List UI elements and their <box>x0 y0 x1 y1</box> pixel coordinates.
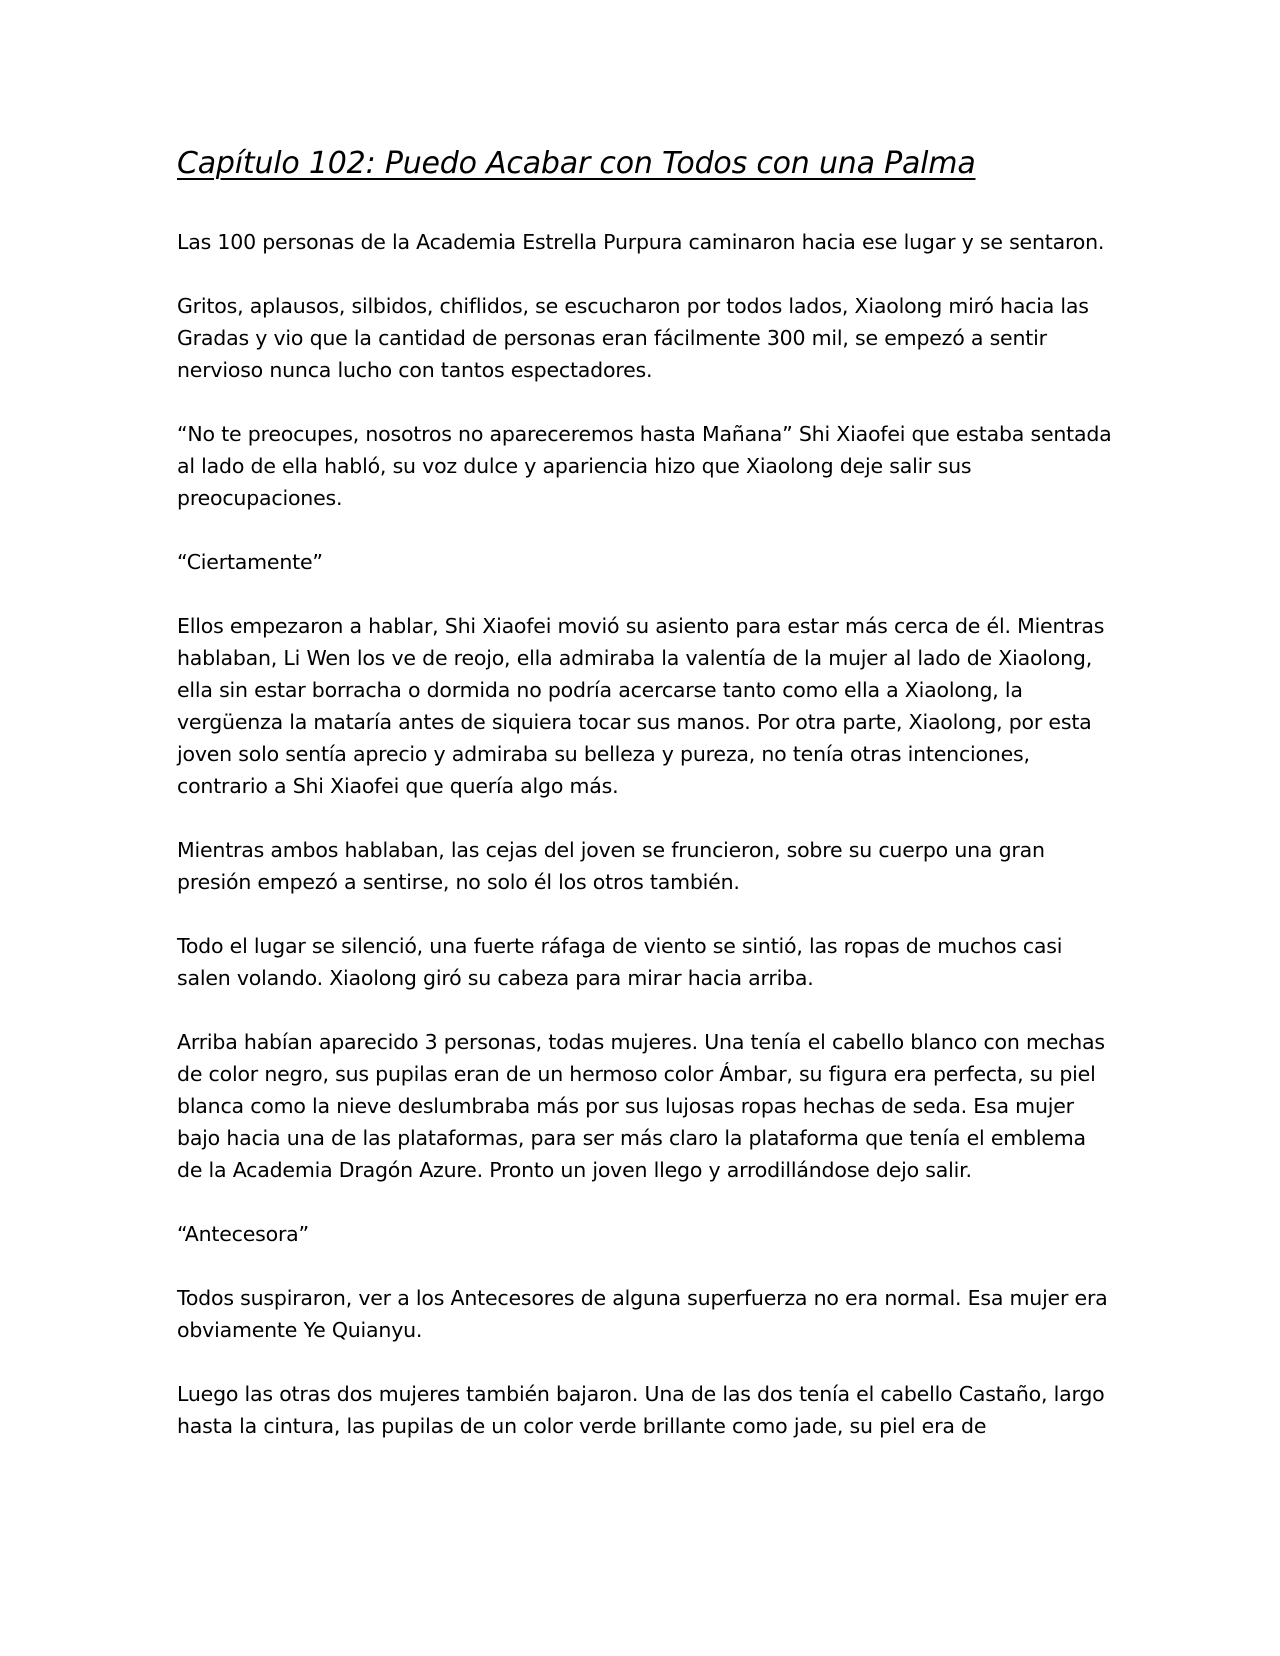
paragraph: Mientras ambos hablaban, las cejas del joven se fruncieron, sobre su cuerpo una gran presión empezó a sentirse, no solo él los otros también. <box>177 838 1045 894</box>
paragraph: Gritos, aplausos, silbidos, chiflidos, se escucharon por todos lados, Xiaolong miró hacia las Gradas y vio que la cantidad de personas eran fácilmente 300 mil, se empezó a sentir nervioso nunca lucho con tantos espectadores. <box>177 294 1089 382</box>
paragraph: Arriba habían aparecido 3 personas, todas mujeres. Una tenía el cabello blanco con mechas de color negro, sus pupilas eran de un hermoso color Ámbar, su figura era perfecta, su piel blanca como la nieve deslumbraba más por sus lujosas ropas hechas de seda. Esa mujer bajo hacia una de las plataformas, para ser más claro la plataforma que tenía el emblema de la Academia Dragón Azure. Pronto un joven llego y arrodillándose dejo salir. <box>177 1030 1105 1182</box>
paragraph: Luego las otras dos mujeres también bajaron. Una de las dos tenía el cabello Castaño, largo hasta la cintura, las pupilas de un color verde brillante como jade, su piel era de <box>177 1382 1105 1438</box>
chapter-title: Capítulo 102: Puedo Acabar con Todos con una Palma <box>177 146 976 181</box>
paragraph: Todo el lugar se silenció, una fuerte ráfaga de viento se sintió, las ropas de muchos casi salen volando. Xiaolong giró su cabeza para mirar hacia arriba. <box>177 934 1063 990</box>
paragraph: “No te preocupes, nosotros no apareceremos hasta Mañana” Shi Xiaofei que estaba sentada al lado de ella habló, su voz dulce y apariencia hizo que Xiaolong deje salir sus preocupaciones. <box>177 422 1112 510</box>
paragraph: Todos suspiraron, ver a los Antecesores de alguna superfuerza no era normal. Esa mujer era obviamente Ye Quianyu. <box>177 1286 1108 1342</box>
paragraph: “Antecesora” <box>177 1222 309 1246</box>
paragraph: “Ciertamente” <box>177 550 323 574</box>
paragraph: Las 100 personas de la Academia Estrella Purpura caminaron hacia ese lugar y se sentaron. <box>177 230 1105 254</box>
document-page <box>177 146 1117 1474</box>
paragraph: Ellos empezaron a hablar, Shi Xiaofei movió su asiento para estar más cerca de él. Mientras hablaban, Li Wen los ve de reojo, ella admiraba la valentía de la mujer al lado de Xiaolong, ella sin estar borracha o dormida no podría acercarse tanto como ella a Xiaolong, la vergüenza la mataría antes de siquiera tocar sus manos. Por otra parte, Xiaolong, por esta joven solo sentía aprecio y admiraba su belleza y pureza, no tenía otras intenciones, contrario a Shi Xiaofei que quería algo más. <box>177 614 1105 798</box>
